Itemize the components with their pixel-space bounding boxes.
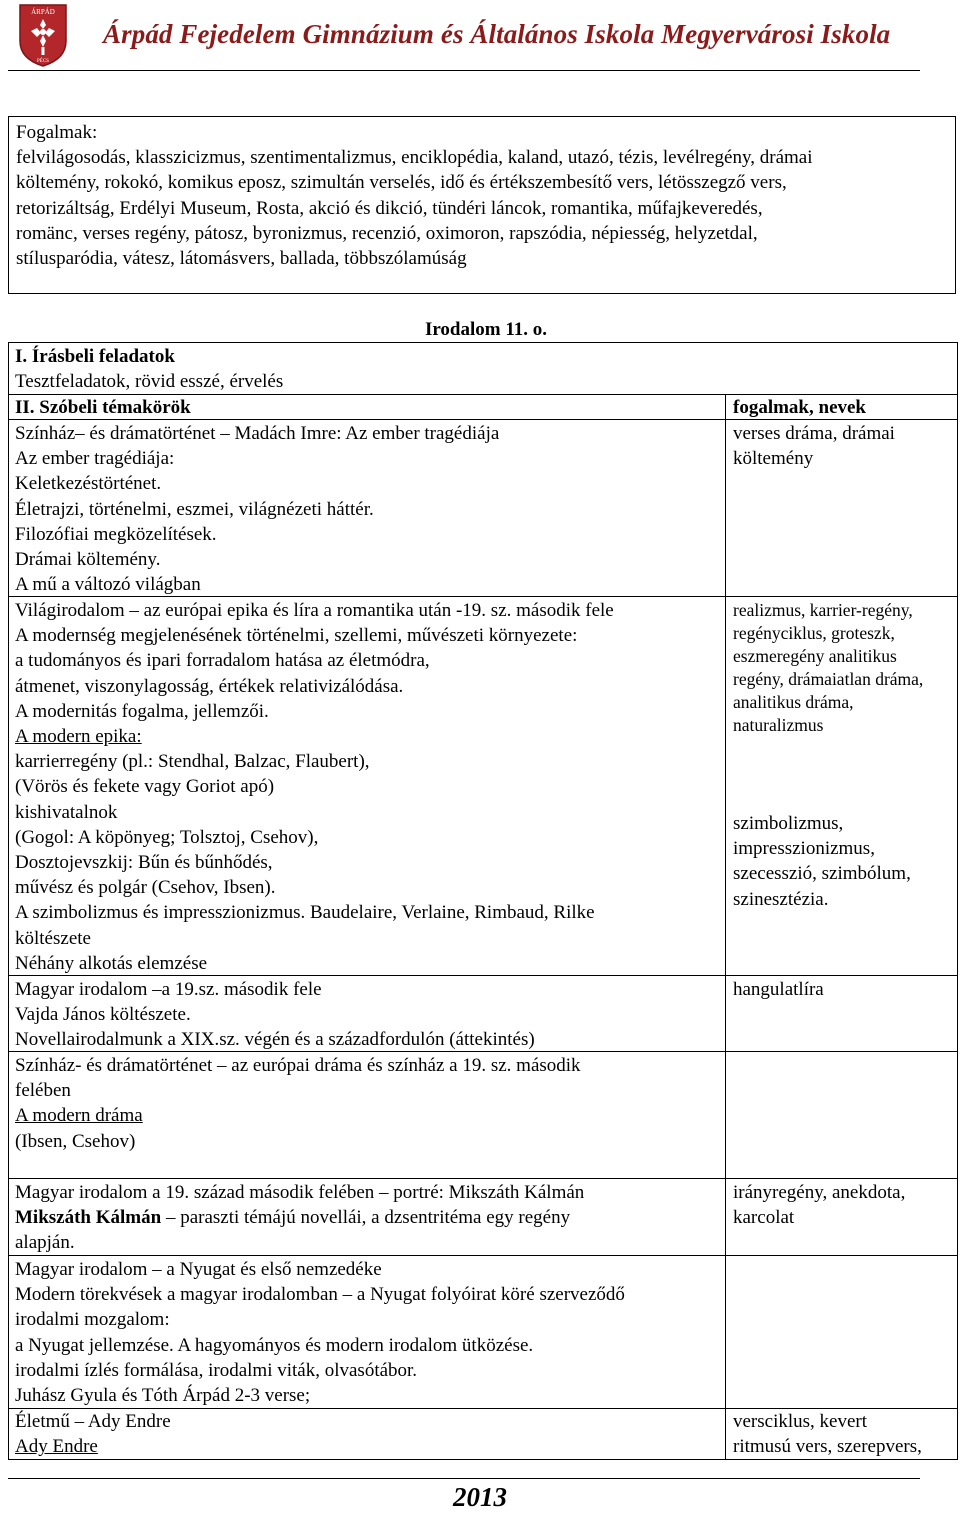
topic-block-mikszath <box>15 1180 584 1256</box>
topic-line: irodalmi mozgalom: <box>15 1309 170 1331</box>
topic-block-modern-drama <box>15 1053 581 1154</box>
topic-line: (Gogol: A köpönyeg; Tolsztoj, Csehov), <box>15 826 319 848</box>
topic-line: Juhász Gyula és Tóth Árpád 2-3 verse; <box>15 1385 311 1407</box>
topic-line: Színház- és drámatörténet – az európai dráma és színház a 19. sz. második <box>15 1055 581 1076</box>
term-line: regény, drámaiatlan dráma, <box>733 669 924 689</box>
topic-line: Színház– és drámatörténet – Madách Imre: Az ember tragédiája <box>15 423 500 444</box>
topic-subheading: Ady Endre <box>15 1436 98 1458</box>
topic-line: karrierregény (pl.: Stendhal, Balzac, Flaubert), <box>15 751 370 773</box>
term-line: analitikus dráma, <box>733 692 854 712</box>
term-line: eszmeregény analitikus <box>733 646 897 666</box>
topic-line: Novellairodalmunk a XIX.sz. végén és a századfordulón (áttekintés) <box>15 1029 535 1051</box>
logo-text: ÁRPÁD <box>31 8 55 16</box>
side-heading: fogalmak, nevek <box>733 397 866 418</box>
topic-line: Filozófiai megközelítések. <box>15 523 217 545</box>
school-logo <box>18 3 68 67</box>
terms-block-realism <box>733 599 923 737</box>
author-name: Mikszáth Kálmán <box>15 1207 162 1229</box>
class-title <box>0 319 960 341</box>
term-line: hangulatlíra <box>733 979 824 1000</box>
written-text: Tesztfeladatok, rövid esszé, érvelés <box>15 371 284 392</box>
terms-block-mikszath <box>733 1180 905 1230</box>
term-line: ritmusú vers, szerepvers, <box>733 1436 922 1458</box>
terms-block-madach <box>733 421 895 471</box>
topic-line: a tudományos és ipari forradalom hatása az életmódra, <box>15 650 430 672</box>
topic-block-hungarian-19c <box>15 977 535 1053</box>
topic-line-rest: – paraszti témájú novellái, a dzsentritéma egy regény <box>161 1207 571 1229</box>
topic-line: Magyar irodalom a 19. század második felében – portré: Mikszáth Kálmán <box>15 1182 585 1203</box>
term-line: naturalizmus <box>733 715 824 735</box>
topic-line: a Nyugat jellemzése. A hagyományos és modern irodalom ütközése. <box>15 1334 534 1356</box>
row-divider <box>8 1178 958 1179</box>
topic-line: kishivatalnok <box>15 801 118 823</box>
topic-block-world-lit <box>15 598 614 976</box>
page-header <box>0 0 960 72</box>
topic-line: művész és polgár (Csehov, Ibsen). <box>15 877 276 899</box>
topic-block-nyugat <box>15 1257 625 1408</box>
topic-block-madach <box>15 421 499 597</box>
topic-block-ady <box>15 1409 171 1459</box>
topic-line: Dosztojevszkij: Bűn és bűnhődés, <box>15 852 273 874</box>
concepts-line: retorizáltság, Erdélyi Museum, Rosta, akció és dikció, tündéri láncok, romantika, műfajkeveredés, <box>16 197 763 219</box>
term-line: irányregény, anekdota, <box>733 1182 906 1203</box>
topic-line: felében <box>15 1080 71 1102</box>
term-line: szinesztézia. <box>733 888 829 910</box>
term-line: impresszionizmus, <box>733 838 875 860</box>
topic-line: költészete <box>15 927 91 949</box>
topic-line <box>15 1205 584 1230</box>
topic-line: alapján. <box>15 1232 75 1254</box>
logo-bottom-text: PÉCS <box>37 59 49 64</box>
table-border <box>957 342 958 1460</box>
topic-line: Világirodalom – az európai epika és líra a romantika után -19. sz. második fele <box>15 600 614 621</box>
topic-line: A modernitás fogalma, jellemzői. <box>15 700 269 722</box>
row-divider <box>8 342 958 343</box>
term-line: realizmus, karrier-regény, <box>733 600 913 620</box>
term-line: regényciklus, groteszk, <box>733 623 895 643</box>
topic-line: Magyar irodalom – a Nyugat és első nemzedéke <box>15 1259 382 1280</box>
topic-line: irodalmi ízlés formálása, irodalmi viták, olvasótábor. <box>15 1359 418 1381</box>
class-title-text: Irodalom 11. o. <box>424 319 548 340</box>
header-divider <box>8 70 920 71</box>
topic-line: Drámai költemény. <box>15 549 161 571</box>
table-border <box>8 342 9 1460</box>
topic-line: Az ember tragédiája: <box>15 448 175 470</box>
topic-line: Életrajzi, történelmi, eszmei, világnézeti háttér. <box>15 498 374 520</box>
term-line: verses dráma, drámai <box>733 423 895 444</box>
topic-line: (Vörös és fekete vagy Goriot apó) <box>15 776 275 798</box>
term-line: versciklus, kevert <box>733 1411 868 1432</box>
school-name: Árpád Fejedelem Gimnázium és Általános Iskola Megyervárosi Iskola <box>103 19 891 49</box>
written-heading: I. Írásbeli feladatok <box>15 346 175 367</box>
terms-block-symbolism <box>733 811 911 912</box>
terms-block-ady <box>733 1409 922 1459</box>
oral-heading: II. Szóbeli témakörök <box>15 397 191 418</box>
column-divider <box>725 394 726 1460</box>
concepts-line: felvilágosodás, klasszicizmus, szentimentalizmus, enciklopédia, kaland, utazó, tézis, levélregény, drámai <box>16 147 813 169</box>
topic-line: A mű a változó világban <box>15 574 201 596</box>
footer-divider <box>8 1478 920 1479</box>
concepts-label: Fogalmak: <box>16 122 98 143</box>
topic-subheading: A modern dráma <box>15 1105 143 1127</box>
topic-line: A szimbolizmus és impresszionizmus. Baudelaire, Verlaine, Rimbaud, Rilke <box>15 902 595 924</box>
topic-line: (Ibsen, Csehov) <box>15 1130 136 1152</box>
term-line: költemény <box>733 448 814 470</box>
concepts-line: stílusparódia, vátesz, látomásvers, ballada, többszólamúság <box>16 248 467 270</box>
topic-line: A modernség megjelenésének történelmi, szellemi, művészeti környezete: <box>15 625 578 647</box>
concepts-box <box>8 116 956 294</box>
concepts-line: költemény, rokokó, komikus eposz, szimultán verselés, idő és értékszembesítő vers, létösszegző vers, <box>16 172 787 194</box>
topic-line: átmenet, viszonylagosság, értékek relativizálódása. <box>15 675 404 697</box>
topic-line: Vajda János költészete. <box>15 1004 191 1026</box>
term-line: szimbolizmus, <box>733 813 844 834</box>
topic-line: Keletkezéstörténet. <box>15 473 162 495</box>
footer-year: 2013 <box>453 1482 507 1512</box>
topic-line: Magyar irodalom –a 19.sz. második fele <box>15 979 322 1000</box>
term-line: szecesszió, szimbólum, <box>733 863 911 885</box>
topic-line: Néhány alkotás elemzése <box>15 952 208 974</box>
concepts-line: romänc, verses regény, pátosz, byronizmus, recenzió, oximoron, rapszódia, népiesség, helyzetdal, <box>16 222 758 244</box>
topic-line: Életmű – Ady Endre <box>15 1411 171 1432</box>
term-line: karcolat <box>733 1207 795 1229</box>
topic-subheading: A modern epika: <box>15 726 142 748</box>
topic-line: Modern törekvések a magyar irodalomban – a Nyugat folyóirat köré szerveződő <box>15 1284 625 1306</box>
